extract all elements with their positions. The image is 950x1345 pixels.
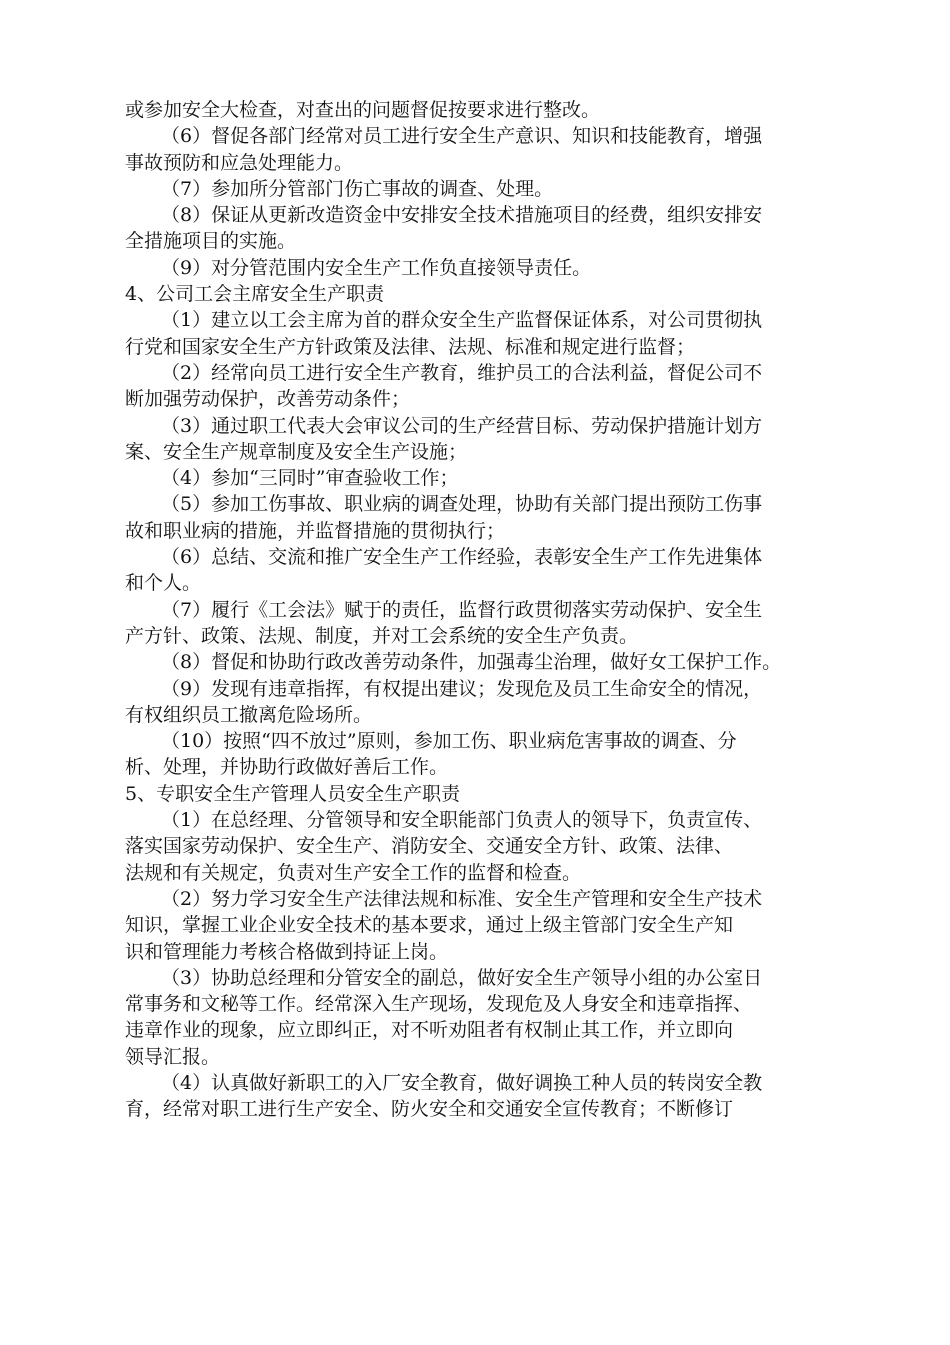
text-line: 有权组织员工撤离危险场所。	[125, 703, 373, 726]
text-line: （1）建立以工会主席为首的群众安全生产监督保证体系，对公司贯彻执	[161, 309, 763, 332]
text-line: 析、处理，并协助行政做好善后工作。	[125, 756, 449, 779]
text-line: 行党和国家安全生产方针政策及法律、法规、标准和规定进行监督；	[125, 335, 696, 358]
text-line: 产方针、政策、法规、制度，并对工会系统的安全生产负责。	[125, 624, 639, 647]
text-line: （10）按照“四不放过”原则，参加工伤、职业病危害事故的调查、分	[161, 730, 737, 753]
text-line: （8）保证从更新改造资金中安排安全技术措施项目的经费，组织安排安	[161, 204, 763, 227]
text-line: 领导汇报。	[125, 1045, 221, 1068]
text-line: （3）通过职工代表大会审议公司的生产经营目标、劳动保护措施计划方	[161, 414, 763, 437]
text-line: （1）在总经理、分管领导和安全职能部门负责人的领导下，负责宣传、	[161, 809, 763, 832]
text-line: 案、安全生产规章制度及安全生产设施；	[125, 440, 468, 463]
text-line: （2）努力学习安全生产法律法规和标准、安全生产管理和安全生产技术	[161, 887, 763, 910]
text-line: （7）参加所分管部门伤亡事故的调查、处理。	[161, 177, 554, 200]
text-line: （6）督促各部门经常对员工进行安全生产意识、知识和技能教育，增强	[161, 125, 763, 148]
text-line: （9）对分管范围内安全生产工作负直接领导责任。	[161, 256, 592, 279]
text-line: 常事务和文秘等工作。经常深入生产现场，发现危及人身安全和违章指挥、	[125, 993, 753, 1016]
document-page	[125, 97, 857, 1123]
text-line: 违章作业的现象，应立即纠正，对不听劝阻者有权制止其工作，并立即向	[125, 1019, 734, 1042]
text-line: （2）经常向员工进行安全生产教育，维护员工的合法利益，督促公司不	[161, 361, 763, 384]
text-line: 识和管理能力考核合格做到持证上岗。	[125, 940, 449, 963]
text-line: 知识，掌握工业企业安全技术的基本要求，通过上级主管部门安全生产知	[125, 914, 734, 937]
text-line: 育，经常对职工进行生产安全、防火安全和交通安全宣传教育；不断修订	[125, 1098, 734, 1121]
text-line: 法规和有关规定，负责对生产安全工作的监督和检查。	[125, 861, 582, 884]
text-line: （6）总结、交流和推广安全生产工作经验，表彰安全生产工作先进集体	[161, 546, 763, 569]
text-line: 事故预防和应急处理能力。	[125, 151, 354, 174]
text-line: （5）参加工伤事故、职业病的调查处理，协助有关部门提出预防工伤事	[161, 493, 763, 516]
text-line: 或参加安全大检查，对查出的问题督促按要求进行整改。	[125, 99, 601, 121]
text-line: （8）督促和协助行政改善劳动条件，加强毒尘治理，做好女工保护工作。	[161, 651, 782, 674]
text-line: （4）参加“三同时”审查验收工作；	[161, 467, 459, 490]
text-line: 全措施项目的实施。	[125, 230, 297, 253]
text-line: （9）发现有违章指挥，有权提出建议；发现危及员工生命安全的情况，	[161, 677, 763, 700]
text-line: （3）协助总经理和分管安全的副总，做好安全生产领导小组的办公室日	[161, 966, 763, 989]
text-line: 和个人。	[125, 572, 202, 595]
text-line: 断加强劳动保护，改善劳动条件；	[125, 388, 411, 411]
text-line: 4、公司工会主席安全生产职责	[125, 283, 385, 306]
text-line: （4）认真做好新职工的入厂安全教育，做好调换工种人员的转岗安全教	[161, 1071, 763, 1094]
text-line: 5、专职安全生产管理人员安全生产职责	[125, 782, 461, 805]
text-line: （7）履行《工会法》赋于的责任，监督行政贯彻落实劳动保护、安全生	[161, 598, 763, 621]
text-line: 故和职业病的措施，并监督措施的贯彻执行；	[125, 519, 506, 542]
text-line: 落实国家劳动保护、安全生产、消防安全、交通安全方针、政策、法律、	[125, 835, 734, 858]
